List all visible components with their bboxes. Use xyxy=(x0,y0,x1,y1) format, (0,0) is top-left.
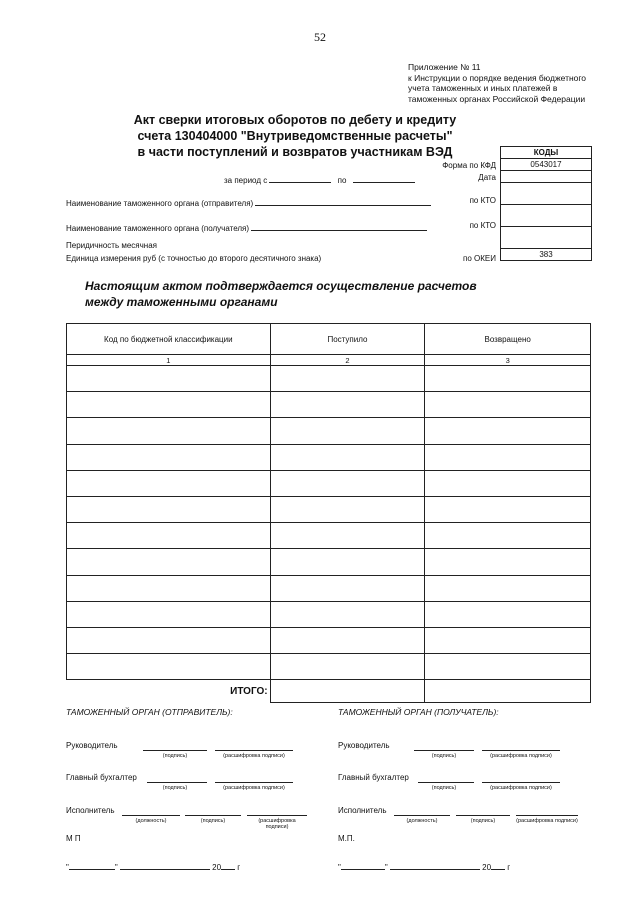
form-code: 0543017 xyxy=(501,159,591,171)
sender-row xyxy=(66,196,431,208)
sender-head-signature-field[interactable] xyxy=(143,741,207,751)
form-label: Форма по КФД xyxy=(442,161,496,170)
table-cell[interactable] xyxy=(67,575,271,601)
receiver-field xyxy=(251,221,427,231)
date-quote-close: " xyxy=(114,863,118,872)
table-cell[interactable] xyxy=(425,418,591,444)
table-cell[interactable] xyxy=(67,654,271,680)
receiver-accountant-decode-field[interactable] xyxy=(482,773,560,783)
header-returned: Возвращено xyxy=(425,324,591,355)
table-cell[interactable] xyxy=(425,496,591,522)
sender-executor-signature-field[interactable] xyxy=(185,806,241,816)
appendix-line: учета таможенных и иных платежей в xyxy=(408,83,558,93)
caption-signature: (подпись) xyxy=(470,818,496,824)
receiver-head-decode-field[interactable] xyxy=(482,741,560,751)
period-to-field xyxy=(353,173,415,183)
table-row xyxy=(67,470,591,496)
appendix-line: Приложение № 11 xyxy=(408,62,481,72)
sender-day-field[interactable] xyxy=(69,860,115,870)
appendix-line: таможенных органах Российской Федерации xyxy=(408,93,586,104)
table-row xyxy=(67,392,591,418)
receiver-executor-signature-field[interactable] xyxy=(456,806,510,816)
receiver-executor-label: Исполнитель xyxy=(338,806,387,815)
kto-spacer xyxy=(501,227,591,249)
sender-year-field[interactable] xyxy=(221,860,235,870)
confirmation-line: Настоящим актом подтверждается осуществление расчетов xyxy=(85,279,477,293)
date-quote-open: " xyxy=(66,863,69,872)
caption-decode: (расшифровка подписи) xyxy=(516,818,578,824)
receiver-executor-position-field[interactable] xyxy=(394,806,450,816)
receiver-head-label: Руководитель xyxy=(338,741,390,750)
receiver-date-row xyxy=(338,860,510,872)
table-cell[interactable] xyxy=(270,366,425,392)
kto-code-1 xyxy=(501,183,591,205)
sender-accountant-decode-field[interactable] xyxy=(215,773,293,783)
sender-field xyxy=(255,196,431,206)
appendix-line: к Инструкции о порядке ведения бюджетного xyxy=(408,72,587,83)
receiver-signature-head: ТАМОЖЕННЫЙ ОРГАН (ПОЛУЧАТЕЛЬ): xyxy=(338,707,499,717)
codes-header: КОДЫ xyxy=(501,147,591,159)
year-prefix: 20 xyxy=(482,863,492,872)
caption-decode: (расшифровка подписи) xyxy=(223,785,285,791)
header-budget-code: Код по бюджетной классификации xyxy=(67,324,271,355)
title-line: счета 130404000 "Внутриведомственные расчеты" xyxy=(137,129,453,143)
receiver-day-field[interactable] xyxy=(341,860,385,870)
reconciliation-table xyxy=(66,323,591,703)
total-received-cell[interactable] xyxy=(270,680,425,703)
table-cell[interactable] xyxy=(425,392,591,418)
confirmation-line: между таможенными органами xyxy=(85,295,278,309)
col-number: 1 xyxy=(67,355,271,366)
table-row xyxy=(67,444,591,470)
document-title xyxy=(100,112,490,160)
table-cell[interactable] xyxy=(67,418,271,444)
table-cell[interactable] xyxy=(425,575,591,601)
page-number: 52 xyxy=(314,30,326,44)
title-line: в части поступлений и возвратов участникам ВЭД xyxy=(137,145,453,159)
table-cell[interactable] xyxy=(270,392,425,418)
date-code xyxy=(501,171,591,183)
table-cell[interactable] xyxy=(270,575,425,601)
col-number: 3 xyxy=(425,355,591,366)
table-cell[interactable] xyxy=(67,496,271,522)
caption-signature: (подпись) xyxy=(200,818,226,824)
sender-executor-decode-field[interactable] xyxy=(247,806,307,816)
table-cell[interactable] xyxy=(67,366,271,392)
table-row xyxy=(67,418,591,444)
date-quote-open: " xyxy=(338,863,341,872)
table-cell[interactable] xyxy=(67,523,271,549)
caption-decode: (расшифровка подписи) xyxy=(258,818,296,830)
sender-head-decode-field[interactable] xyxy=(215,741,293,751)
caption-position: (должность) xyxy=(135,818,167,824)
caption-decode: (расшифровка подписи) xyxy=(490,753,552,759)
year-prefix: 20 xyxy=(212,863,222,872)
sender-label: Наименование таможенного органа (отправителя) xyxy=(66,199,254,208)
table-header-row xyxy=(67,324,591,355)
periodicity: Перидичность месячная xyxy=(66,241,157,250)
table-cell[interactable] xyxy=(67,601,271,627)
sender-head-label: Руководитель xyxy=(66,741,118,750)
table-cell[interactable] xyxy=(425,601,591,627)
date-quote-close: " xyxy=(384,863,388,872)
table-row xyxy=(67,575,591,601)
table-cell[interactable] xyxy=(270,418,425,444)
receiver-stamp: М.П. xyxy=(338,834,355,843)
table-row xyxy=(67,496,591,522)
table-cell[interactable] xyxy=(270,549,425,575)
okei-code: 383 xyxy=(539,250,553,259)
receiver-label: Наименование таможенного органа (получателя) xyxy=(66,224,250,233)
receiver-accountant-signature-field[interactable] xyxy=(418,773,474,783)
period-from-field xyxy=(269,173,331,183)
table-cell[interactable] xyxy=(270,496,425,522)
sender-executor-label: Исполнитель xyxy=(66,806,115,815)
header-received: Поступило xyxy=(270,324,425,355)
sender-date-row xyxy=(66,860,240,872)
table-cell[interactable] xyxy=(270,627,425,653)
codes-box xyxy=(500,146,592,261)
table-row xyxy=(67,627,591,653)
receiver-row xyxy=(66,221,427,233)
table-cell[interactable] xyxy=(425,654,591,680)
receiver-month-field[interactable] xyxy=(390,860,480,870)
caption-decode: (расшифровка подписи) xyxy=(490,785,552,791)
table-cell[interactable] xyxy=(425,470,591,496)
sender-month-field[interactable] xyxy=(120,860,210,870)
period-from-label: за период с xyxy=(224,176,268,185)
table-row xyxy=(67,523,591,549)
total-returned-cell[interactable] xyxy=(425,680,591,703)
kto-label-1: по КТО xyxy=(469,196,496,205)
total-label: ИТОГО: xyxy=(230,686,268,697)
table-cell[interactable] xyxy=(425,366,591,392)
year-suffix: г xyxy=(237,863,241,872)
sender-accountant-signature-field[interactable] xyxy=(147,773,207,783)
table-cell[interactable] xyxy=(425,627,591,653)
table-cell[interactable] xyxy=(425,523,591,549)
caption-signature: (подпись) xyxy=(431,753,457,759)
table-cell[interactable] xyxy=(270,601,425,627)
confirmation-text xyxy=(85,278,477,310)
receiver-executor-decode-field[interactable] xyxy=(516,806,578,816)
table-cell[interactable] xyxy=(67,627,271,653)
caption-signature: (подпись) xyxy=(162,785,188,791)
kto-label-2: по КТО xyxy=(469,221,496,230)
table-cell[interactable] xyxy=(67,470,271,496)
period-row xyxy=(224,173,415,185)
table-cell[interactable] xyxy=(270,654,425,680)
table-row xyxy=(67,654,591,680)
period-to-label: по xyxy=(337,176,347,185)
receiver-year-field[interactable] xyxy=(491,860,505,870)
table-cell[interactable] xyxy=(270,523,425,549)
table-row xyxy=(67,366,591,392)
unit: Единица измерения руб (с точностью до второго десятичного знака) xyxy=(66,254,322,263)
table-cell[interactable] xyxy=(425,549,591,575)
table-row xyxy=(67,601,591,627)
table-cell[interactable] xyxy=(270,444,425,470)
table-row xyxy=(67,549,591,575)
caption-signature: (подпись) xyxy=(162,753,188,759)
caption-position: (должность) xyxy=(406,818,438,824)
date-label: Дата xyxy=(478,173,496,182)
okei-label: по ОКЕИ xyxy=(463,254,496,263)
col-number: 2 xyxy=(270,355,425,366)
receiver-accountant-label: Главный бухгалтер xyxy=(338,773,409,782)
appendix-note xyxy=(408,62,586,104)
caption-decode: (расшифровка подписи) xyxy=(223,753,285,759)
table-cell[interactable] xyxy=(425,444,591,470)
sender-executor-position-field[interactable] xyxy=(122,806,180,816)
table-cell[interactable] xyxy=(67,549,271,575)
year-suffix: г xyxy=(507,863,511,872)
table-cell[interactable] xyxy=(67,392,271,418)
sender-accountant-label: Главный бухгалтер xyxy=(66,773,137,782)
total-row xyxy=(67,680,591,703)
table-cell[interactable] xyxy=(270,470,425,496)
title-line: Акт сверки итоговых оборотов по дебету и кредиту xyxy=(133,113,457,127)
sender-signature-head: ТАМОЖЕННЫЙ ОРГАН (ОТПРАВИТЕЛЬ): xyxy=(66,707,233,717)
sender-stamp: М П xyxy=(66,834,81,843)
table-cell[interactable] xyxy=(67,444,271,470)
table-number-row xyxy=(67,355,591,366)
kto-code-2 xyxy=(501,205,591,227)
receiver-head-signature-field[interactable] xyxy=(414,741,474,751)
caption-signature: (подпись) xyxy=(431,785,457,791)
